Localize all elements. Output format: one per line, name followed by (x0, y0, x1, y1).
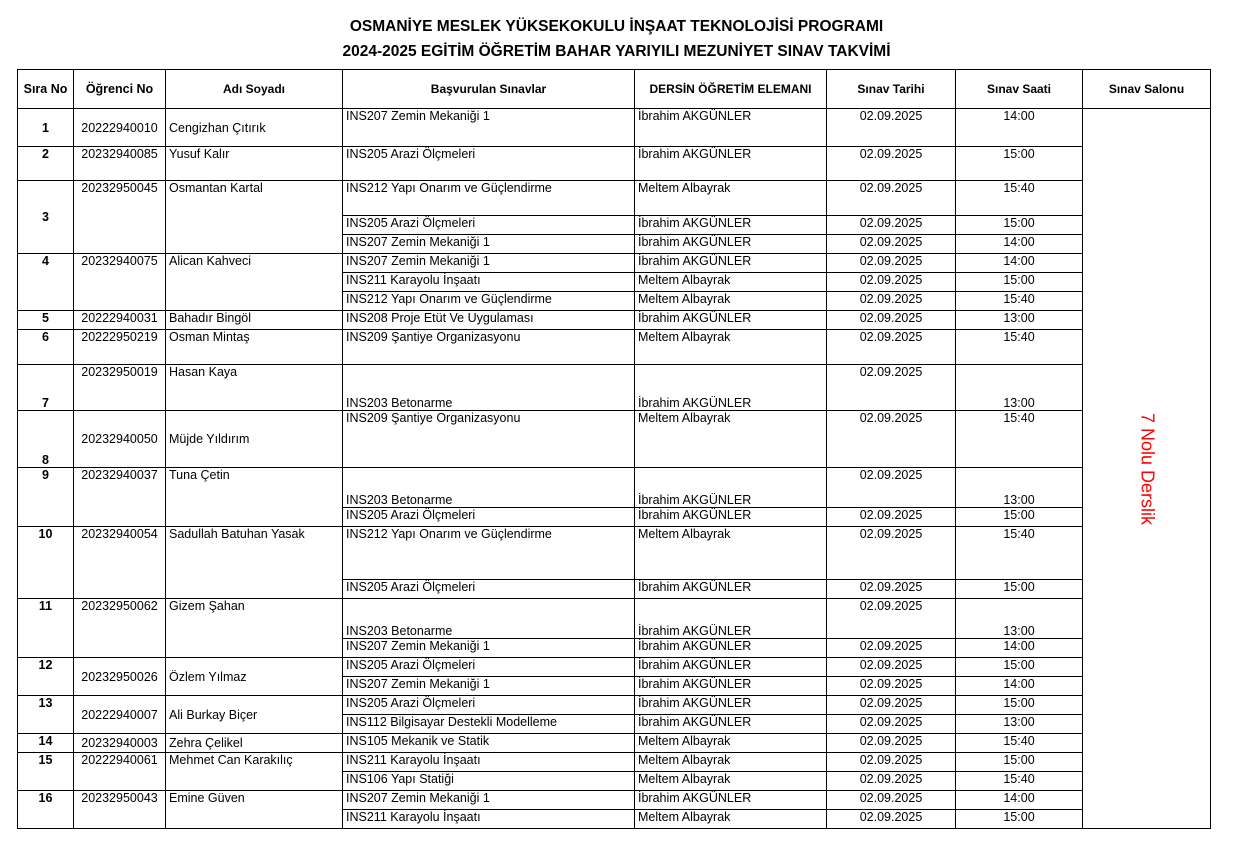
ogretim-elemani: Meltem Albayrak (635, 330, 827, 365)
sinav-ders: INS211 Karayolu İnşaatı (343, 273, 635, 292)
ogretim-elemani: İbrahim AKGÜNLER (635, 791, 827, 810)
table-row (18, 254, 1211, 273)
sinav-saati: 15:00 (956, 580, 1083, 599)
sinav-ders: INS207 Zemin Mekaniği 1 (343, 235, 635, 254)
ad-soyad: Osmantan Kartal (166, 181, 343, 254)
sinav-saati: 15:00 (956, 696, 1083, 715)
ogretim-elemani: İbrahim AKGÜNLER (635, 468, 827, 508)
sinav-saati: 15:40 (956, 734, 1083, 753)
sinav-tarihi: 02.09.2025 (827, 791, 956, 810)
sinav-saati: 15:00 (956, 810, 1083, 829)
ogrenci-no: 20232950045 (74, 181, 166, 254)
sinav-saati: 15:40 (956, 330, 1083, 365)
ogretim-elemani: İbrahim AKGÜNLER (635, 311, 827, 330)
ogretim-elemani: Meltem Albayrak (635, 181, 827, 216)
header-ad-soyad: Adı Soyadı (166, 70, 343, 109)
sinav-ders: INS205 Arazi Ölçmeleri (343, 147, 635, 181)
sinav-ders: INS209 Şantiye Organizasyonu (343, 330, 635, 365)
sinav-tarihi: 02.09.2025 (827, 580, 956, 599)
header-sinav-salonu: Sınav Salonu (1083, 70, 1211, 109)
ad-soyad: Osman Mintaş (166, 330, 343, 365)
table-row (18, 753, 1211, 772)
sira-no: 13 (18, 696, 74, 734)
header-sinav-saati: Sınav Saati (956, 70, 1083, 109)
table-row (18, 527, 1211, 580)
sira-no: 3 (18, 181, 74, 254)
ogretim-elemani: İbrahim AKGÜNLER (635, 254, 827, 273)
sinav-tarihi: 02.09.2025 (827, 411, 956, 468)
sinav-tarihi: 02.09.2025 (827, 658, 956, 677)
sinav-ders: INS212 Yapı Onarım ve Güçlendirme (343, 527, 635, 580)
table-row (18, 411, 1211, 468)
ogrenci-no: 20232940075 (74, 254, 166, 311)
sinav-saati: 13:00 (956, 599, 1083, 639)
sinav-ders: INS207 Zemin Mekaniği 1 (343, 791, 635, 810)
sinav-ders: INS212 Yapı Onarım ve Güçlendirme (343, 181, 635, 216)
sinav-ders: INS203 Betonarme (343, 468, 635, 508)
ogretim-elemani: İbrahim AKGÜNLER (635, 365, 827, 411)
ogretim-elemani: İbrahim AKGÜNLER (635, 580, 827, 599)
salon-label: 7 Nolu Derslik (1137, 412, 1157, 525)
sinav-tarihi: 02.09.2025 (827, 734, 956, 753)
ogretim-elemani: Meltem Albayrak (635, 273, 827, 292)
ogrenci-no: 20222940010 (74, 109, 166, 147)
sinav-tarihi: 02.09.2025 (827, 365, 956, 411)
sinav-ders: INS211 Karayolu İnşaatı (343, 753, 635, 772)
ogrenci-no: 20222940031 (74, 311, 166, 330)
ogretim-elemani: İbrahim AKGÜNLER (635, 639, 827, 658)
sira-no: 15 (18, 753, 74, 791)
ogretim-elemani: Meltem Albayrak (635, 527, 827, 580)
ogrenci-no: 20222940061 (74, 753, 166, 791)
sinav-tarihi: 02.09.2025 (827, 508, 956, 527)
sinav-saati: 14:00 (956, 791, 1083, 810)
header-sinavlar: Başvurulan Sınavlar (343, 70, 635, 109)
sinav-tarihi: 02.09.2025 (827, 311, 956, 330)
ad-soyad: Alican Kahveci (166, 254, 343, 311)
sinav-ders: INS211 Karayolu İnşaatı (343, 810, 635, 829)
header-row (18, 70, 1211, 109)
ad-soyad: Sadullah Batuhan Yasak (166, 527, 343, 599)
sira-no: 5 (18, 311, 74, 330)
table-row (18, 658, 1211, 677)
sinav-ders: INS205 Arazi Ölçmeleri (343, 508, 635, 527)
sinav-saati: 14:00 (956, 677, 1083, 696)
sinav-ders: INS205 Arazi Ölçmeleri (343, 580, 635, 599)
ogretim-elemani: İbrahim AKGÜNLER (635, 715, 827, 734)
sinav-ders: INS205 Arazi Ölçmeleri (343, 658, 635, 677)
ad-soyad: Ali Burkay Biçer (166, 696, 343, 734)
sira-no: 12 (18, 658, 74, 696)
sinav-ders: INS106 Yapı Statiği (343, 772, 635, 791)
document-title: OSMANİYE MESLEK YÜKSEKOKULU İNŞAAT TEKNOLOJİSİ PROGRAMI (349, 18, 884, 35)
sinav-ders: INS207 Zemin Mekaniği 1 (343, 254, 635, 273)
header-ogretim-elemani: DERSİN ÖĞRETİM ELEMANI (635, 70, 827, 109)
ogretim-elemani: Meltem Albayrak (635, 292, 827, 311)
header-ogrenci-no: Öğrenci No (74, 70, 166, 109)
sira-no: 10 (18, 527, 74, 599)
ogrenci-no: 20232950019 (74, 365, 166, 411)
sinav-tarihi: 02.09.2025 (827, 753, 956, 772)
sinav-saati: 14:00 (956, 109, 1083, 147)
ogretim-elemani: Meltem Albayrak (635, 753, 827, 772)
ogrenci-no: 20232950026 (74, 658, 166, 696)
sinav-saati: 15:40 (956, 292, 1083, 311)
sira-no: 4 (18, 254, 74, 311)
sinav-saati: 15:00 (956, 753, 1083, 772)
header-sira: Sıra No (18, 70, 74, 109)
ad-soyad: Cengizhan Çıtırık (166, 109, 343, 147)
ad-soyad: Tuna Çetin (166, 468, 343, 527)
table-row (18, 109, 1211, 147)
sinav-saati: 14:00 (956, 639, 1083, 658)
sinav-saati: 15:40 (956, 181, 1083, 216)
table-row (18, 147, 1211, 181)
sinav-tarihi: 02.09.2025 (827, 330, 956, 365)
sinav-tarihi: 02.09.2025 (827, 599, 956, 639)
ogrenci-no: 20222940007 (74, 696, 166, 734)
sinav-ders: INS205 Arazi Ölçmeleri (343, 696, 635, 715)
ad-soyad: Mehmet Can Karakılıç (166, 753, 343, 791)
sinav-tarihi: 02.09.2025 (827, 181, 956, 216)
sinav-ders: INS205 Arazi Ölçmeleri (343, 216, 635, 235)
sinav-saati: 15:00 (956, 216, 1083, 235)
sinav-tarihi: 02.09.2025 (827, 696, 956, 715)
sinav-tarihi: 02.09.2025 (827, 216, 956, 235)
ogrenci-no: 20232940085 (74, 147, 166, 181)
ogretim-elemani: İbrahim AKGÜNLER (635, 599, 827, 639)
sira-no: 6 (18, 330, 74, 365)
ogrenci-no: 20232940003 (74, 734, 166, 753)
sinav-saati: 13:00 (956, 468, 1083, 508)
sinav-tarihi: 02.09.2025 (827, 468, 956, 508)
sinav-saati: 13:00 (956, 365, 1083, 411)
sira-no: 11 (18, 599, 74, 658)
ad-soyad: Hasan Kaya (166, 365, 343, 411)
ad-soyad: Emine Güven (166, 791, 343, 829)
ogretim-elemani: Meltem Albayrak (635, 734, 827, 753)
sinav-tarihi: 02.09.2025 (827, 810, 956, 829)
sinav-saati: 15:40 (956, 772, 1083, 791)
ogretim-elemani: İbrahim AKGÜNLER (635, 235, 827, 254)
sira-no: 9 (18, 468, 74, 527)
sinav-ders: INS203 Betonarme (343, 365, 635, 411)
sira-no: 2 (18, 147, 74, 181)
sinav-salonu (1083, 109, 1211, 829)
table-row (18, 330, 1211, 365)
sinav-tarihi: 02.09.2025 (827, 772, 956, 791)
ogretim-elemani: İbrahim AKGÜNLER (635, 216, 827, 235)
ogretim-elemani: Meltem Albayrak (635, 810, 827, 829)
table-row (18, 311, 1211, 330)
sinav-ders: INS112 Bilgisayar Destekli Modelleme (343, 715, 635, 734)
sinav-saati: 15:40 (956, 527, 1083, 580)
sinav-ders: INS212 Yapı Onarım ve Güçlendirme (343, 292, 635, 311)
ogrenci-no: 20232940050 (74, 411, 166, 468)
table-row (18, 365, 1211, 411)
ogrenci-no: 20232940037 (74, 468, 166, 527)
sinav-tarihi: 02.09.2025 (827, 639, 956, 658)
ogrenci-no: 20232940054 (74, 527, 166, 599)
sinav-ders: INS209 Şantiye Organizasyonu (343, 411, 635, 468)
ad-soyad: Yusuf Kalır (166, 147, 343, 181)
sinav-saati: 15:00 (956, 147, 1083, 181)
sinav-tarihi: 02.09.2025 (827, 147, 956, 181)
ogretim-elemani: İbrahim AKGÜNLER (635, 696, 827, 715)
sinav-ders: INS207 Zemin Mekaniği 1 (343, 677, 635, 696)
sinav-tarihi: 02.09.2025 (827, 715, 956, 734)
ogretim-elemani: İbrahim AKGÜNLER (635, 109, 827, 147)
ad-soyad: Gizem Şahan (166, 599, 343, 658)
exam-schedule-table (17, 69, 1211, 829)
table-row (18, 599, 1211, 639)
sira-no: 8 (18, 411, 74, 468)
sinav-ders: INS207 Zemin Mekaniği 1 (343, 639, 635, 658)
sinav-saati: 15:00 (956, 658, 1083, 677)
sinav-ders: INS207 Zemin Mekaniği 1 (343, 109, 635, 147)
document-subtitle: 2024-2025 EGİTİM ÖĞRETİM BAHAR YARIYILI MEZUNİYET SINAV TAKVİMİ (342, 43, 891, 60)
ogretim-elemani: İbrahim AKGÜNLER (635, 508, 827, 527)
sinav-tarihi: 02.09.2025 (827, 273, 956, 292)
sinav-saati: 15:00 (956, 273, 1083, 292)
sinav-tarihi: 02.09.2025 (827, 235, 956, 254)
sinav-saati: 14:00 (956, 235, 1083, 254)
schedule-body (18, 109, 1211, 829)
sira-no: 14 (18, 734, 74, 753)
table-row (18, 791, 1211, 810)
header-sinav-tarihi: Sınav Tarihi (827, 70, 956, 109)
ogrenci-no: 20222950219 (74, 330, 166, 365)
ad-soyad: Özlem Yılmaz (166, 658, 343, 696)
sinav-ders: INS203 Betonarme (343, 599, 635, 639)
sinav-tarihi: 02.09.2025 (827, 292, 956, 311)
table-row (18, 696, 1211, 715)
sinav-saati: 15:40 (956, 411, 1083, 468)
sinav-ders: INS208 Proje Etüt Ve Uygulaması (343, 311, 635, 330)
ogretim-elemani: İbrahim AKGÜNLER (635, 677, 827, 696)
ad-soyad: Müjde Yıldırım (166, 411, 343, 468)
ogretim-elemani: İbrahim AKGÜNLER (635, 147, 827, 181)
ogretim-elemani: Meltem Albayrak (635, 411, 827, 468)
sinav-saati: 15:00 (956, 508, 1083, 527)
sira-no: 7 (18, 365, 74, 411)
sinav-tarihi: 02.09.2025 (827, 254, 956, 273)
sinav-saati: 13:00 (956, 715, 1083, 734)
table-row (18, 181, 1211, 216)
ad-soyad: Bahadır Bingöl (166, 311, 343, 330)
ogrenci-no: 20232950062 (74, 599, 166, 658)
sinav-ders: INS105 Mekanik ve Statik (343, 734, 635, 753)
sira-no: 16 (18, 791, 74, 829)
ogrenci-no: 20232950043 (74, 791, 166, 829)
sinav-tarihi: 02.09.2025 (827, 527, 956, 580)
ad-soyad: Zehra Çelikel (166, 734, 343, 753)
sinav-tarihi: 02.09.2025 (827, 677, 956, 696)
ogretim-elemani: İbrahim AKGÜNLER (635, 658, 827, 677)
sinav-tarihi: 02.09.2025 (827, 109, 956, 147)
sinav-saati: 13:00 (956, 311, 1083, 330)
table-row (18, 468, 1211, 508)
sinav-saati: 14:00 (956, 254, 1083, 273)
ogretim-elemani: Meltem Albayrak (635, 772, 827, 791)
table-row (18, 734, 1211, 753)
sira-no: 1 (18, 109, 74, 147)
